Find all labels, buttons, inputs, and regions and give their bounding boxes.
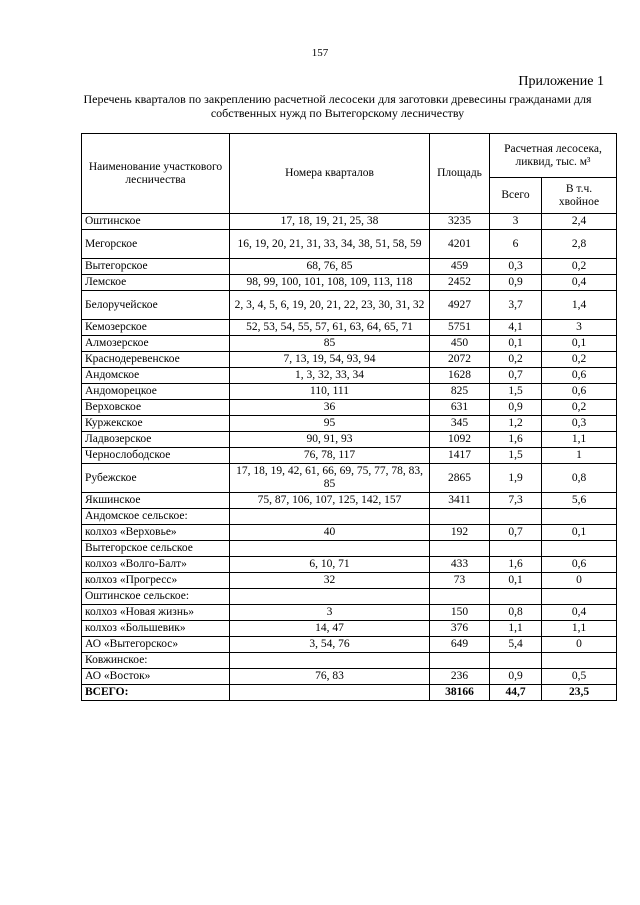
row-conifer: 5,6 xyxy=(542,493,617,509)
row-conifer: 1,4 xyxy=(542,291,617,320)
row-quarters: 52, 53, 54, 55, 57, 61, 63, 64, 65, 71 xyxy=(230,320,430,336)
row-name: АО «Вытегорскос» xyxy=(82,637,230,653)
row-total: 1,2 xyxy=(490,416,542,432)
row-total: 1,9 xyxy=(490,464,542,493)
row-area: 433 xyxy=(430,557,490,573)
row-total: 5,4 xyxy=(490,637,542,653)
row-quarters: 68, 76, 85 xyxy=(230,259,430,275)
row-conifer: 3 xyxy=(542,320,617,336)
row-quarters: 17, 18, 19, 21, 25, 38 xyxy=(230,214,430,230)
row-total: 1,1 xyxy=(490,621,542,637)
row-total: 0,7 xyxy=(490,525,542,541)
row-quarters xyxy=(230,589,430,605)
row-conifer: 0,8 xyxy=(542,464,617,493)
row-area: 5751 xyxy=(430,320,490,336)
row-total: 0,2 xyxy=(490,352,542,368)
row-total xyxy=(490,509,542,525)
table-row xyxy=(82,525,617,541)
row-conifer: 0 xyxy=(542,573,617,589)
row-name: Оштинское xyxy=(82,214,230,230)
table-row xyxy=(82,320,617,336)
row-area: 2072 xyxy=(430,352,490,368)
row-quarters: 16, 19, 20, 21, 31, 33, 34, 38, 51, 58, 59 xyxy=(230,230,430,259)
row-conifer: 0,6 xyxy=(542,384,617,400)
row-total: 1,6 xyxy=(490,557,542,573)
row-quarters: 3, 54, 76 xyxy=(230,637,430,653)
table-row xyxy=(82,557,617,573)
table-row xyxy=(82,509,617,525)
row-conifer: 1,1 xyxy=(542,432,617,448)
row-total: 0,9 xyxy=(490,275,542,291)
total-quarters xyxy=(230,685,430,701)
row-quarters: 3 xyxy=(230,605,430,621)
row-conifer: 0,3 xyxy=(542,416,617,432)
row-area: 150 xyxy=(430,605,490,621)
row-area: 4927 xyxy=(430,291,490,320)
row-conifer: 0,4 xyxy=(542,275,617,291)
row-area: 3235 xyxy=(430,214,490,230)
row-name: Лемское xyxy=(82,275,230,291)
total-total: 44,7 xyxy=(490,685,542,701)
header-total: Всего xyxy=(490,178,542,214)
row-area: 2452 xyxy=(430,275,490,291)
row-conifer: 0,2 xyxy=(542,352,617,368)
row-area xyxy=(430,541,490,557)
row-quarters: 6, 10, 71 xyxy=(230,557,430,573)
table-row xyxy=(82,384,617,400)
header-conifer: В т.ч. хвойное xyxy=(542,178,617,214)
row-area: 3411 xyxy=(430,493,490,509)
row-conifer: 0,4 xyxy=(542,605,617,621)
row-conifer: 0,1 xyxy=(542,525,617,541)
row-conifer: 0,6 xyxy=(542,557,617,573)
header-name: Наименование участкового лесничества xyxy=(82,134,230,214)
row-name: Якшинское xyxy=(82,493,230,509)
row-quarters: 75, 87, 106, 107, 125, 142, 157 xyxy=(230,493,430,509)
table-row xyxy=(82,621,617,637)
row-area: 236 xyxy=(430,669,490,685)
row-name: Куржекское xyxy=(82,416,230,432)
row-quarters: 90, 91, 93 xyxy=(230,432,430,448)
row-conifer: 0,2 xyxy=(542,259,617,275)
row-name: Чернослободское xyxy=(82,448,230,464)
row-area xyxy=(430,589,490,605)
row-conifer xyxy=(542,541,617,557)
row-name: Рубежское xyxy=(82,464,230,493)
row-name: Оштинское сельское: xyxy=(82,589,230,605)
page-number: 157 xyxy=(311,47,329,59)
row-total: 1,5 xyxy=(490,384,542,400)
row-name: Краснодеревенское xyxy=(82,352,230,368)
row-area xyxy=(430,653,490,669)
row-area: 1628 xyxy=(430,368,490,384)
total-name: ВСЕГО: xyxy=(82,685,230,701)
row-quarters: 32 xyxy=(230,573,430,589)
table-row xyxy=(82,230,617,259)
row-conifer: 0,1 xyxy=(542,336,617,352)
row-area: 825 xyxy=(430,384,490,400)
table-row xyxy=(82,275,617,291)
row-area: 450 xyxy=(430,336,490,352)
row-total: 1,5 xyxy=(490,448,542,464)
row-name: Мегорское xyxy=(82,230,230,259)
row-quarters xyxy=(230,541,430,557)
quarters-table xyxy=(81,133,617,701)
row-conifer: 2,8 xyxy=(542,230,617,259)
row-total: 7,3 xyxy=(490,493,542,509)
table-row xyxy=(82,416,617,432)
table-row xyxy=(82,448,617,464)
row-quarters: 95 xyxy=(230,416,430,432)
row-conifer: 0,5 xyxy=(542,669,617,685)
row-area: 4201 xyxy=(430,230,490,259)
row-area: 376 xyxy=(430,621,490,637)
table-row xyxy=(82,352,617,368)
row-name: Вытегорское xyxy=(82,259,230,275)
table-row xyxy=(82,291,617,320)
appendix-label: Приложение 1 xyxy=(518,74,604,89)
total-area: 38166 xyxy=(430,685,490,701)
row-area xyxy=(430,509,490,525)
table-row xyxy=(82,432,617,448)
row-conifer: 0 xyxy=(542,637,617,653)
row-area: 459 xyxy=(430,259,490,275)
table-row xyxy=(82,573,617,589)
row-total: 3 xyxy=(490,214,542,230)
table-row xyxy=(82,464,617,493)
header-quarters: Номера кварталов xyxy=(230,134,430,214)
table-row xyxy=(82,493,617,509)
table-row xyxy=(82,589,617,605)
row-area: 1417 xyxy=(430,448,490,464)
row-name: колхоз «Прогресс» xyxy=(82,573,230,589)
row-total: 0,9 xyxy=(490,400,542,416)
table-row xyxy=(82,336,617,352)
table-row xyxy=(82,400,617,416)
row-area: 631 xyxy=(430,400,490,416)
table-row xyxy=(82,214,617,230)
table-row xyxy=(82,259,617,275)
row-total: 0,7 xyxy=(490,368,542,384)
row-total: 0,1 xyxy=(490,336,542,352)
row-quarters xyxy=(230,653,430,669)
row-conifer: 2,4 xyxy=(542,214,617,230)
row-quarters: 14, 47 xyxy=(230,621,430,637)
row-quarters: 98, 99, 100, 101, 108, 109, 113, 118 xyxy=(230,275,430,291)
row-total xyxy=(490,589,542,605)
row-conifer xyxy=(542,589,617,605)
row-name: Андоморецкое xyxy=(82,384,230,400)
table-row xyxy=(82,368,617,384)
row-quarters: 76, 83 xyxy=(230,669,430,685)
row-name: Белоручейское xyxy=(82,291,230,320)
table-row xyxy=(82,637,617,653)
row-name: Андомское сельское: xyxy=(82,509,230,525)
row-total xyxy=(490,541,542,557)
row-total: 4,1 xyxy=(490,320,542,336)
row-name: Алмозерское xyxy=(82,336,230,352)
table-row xyxy=(82,653,617,669)
row-total: 0,8 xyxy=(490,605,542,621)
row-name: Вытегорское сельское xyxy=(82,541,230,557)
row-quarters: 76, 78, 117 xyxy=(230,448,430,464)
row-area: 345 xyxy=(430,416,490,432)
row-quarters: 110, 111 xyxy=(230,384,430,400)
row-quarters: 17, 18, 19, 42, 61, 66, 69, 75, 77, 78, 83, 85 xyxy=(230,464,430,493)
row-name: Ковжинское: xyxy=(82,653,230,669)
table-row xyxy=(82,669,617,685)
row-name: АО «Восток» xyxy=(82,669,230,685)
row-quarters: 85 xyxy=(230,336,430,352)
row-quarters: 40 xyxy=(230,525,430,541)
row-name: Андомское xyxy=(82,368,230,384)
row-total: 3,7 xyxy=(490,291,542,320)
document-title: Перечень кварталов по закреплению расчетной лесосеки для заготовки древесины гражданами для собственных нужд по Вытегорскому лесничеству xyxy=(83,92,592,120)
row-conifer: 0,6 xyxy=(542,368,617,384)
row-name: колхоз «Новая жизнь» xyxy=(82,605,230,621)
row-area: 73 xyxy=(430,573,490,589)
row-name: колхоз «Волго-Балт» xyxy=(82,557,230,573)
row-area: 2865 xyxy=(430,464,490,493)
row-name: колхоз «Большевик» xyxy=(82,621,230,637)
row-name: Кемозерское xyxy=(82,320,230,336)
row-conifer: 1 xyxy=(542,448,617,464)
row-area: 1092 xyxy=(430,432,490,448)
table-row xyxy=(82,541,617,557)
totals-row xyxy=(82,685,617,701)
row-quarters: 7, 13, 19, 54, 93, 94 xyxy=(230,352,430,368)
row-total: 0,3 xyxy=(490,259,542,275)
row-area: 192 xyxy=(430,525,490,541)
row-total: 0,9 xyxy=(490,669,542,685)
row-name: Ладвозерское xyxy=(82,432,230,448)
row-quarters: 2, 3, 4, 5, 6, 19, 20, 21, 22, 23, 30, 31, 32 xyxy=(230,291,430,320)
header-area: Площадь xyxy=(430,134,490,214)
row-conifer xyxy=(542,509,617,525)
row-name: колхоз «Верховье» xyxy=(82,525,230,541)
row-quarters: 36 xyxy=(230,400,430,416)
row-quarters xyxy=(230,509,430,525)
row-total: 0,1 xyxy=(490,573,542,589)
row-total xyxy=(490,653,542,669)
header-estimate: Расчетная лесосека, ликвид, тыс. м³ xyxy=(490,134,617,178)
row-conifer: 0,2 xyxy=(542,400,617,416)
row-conifer xyxy=(542,653,617,669)
table-body xyxy=(82,214,617,701)
row-total: 6 xyxy=(490,230,542,259)
table-row xyxy=(82,605,617,621)
row-name: Верховское xyxy=(82,400,230,416)
row-total: 1,6 xyxy=(490,432,542,448)
row-conifer: 1,1 xyxy=(542,621,617,637)
total-conifer: 23,5 xyxy=(542,685,617,701)
row-area: 649 xyxy=(430,637,490,653)
row-quarters: 1, 3, 32, 33, 34 xyxy=(230,368,430,384)
